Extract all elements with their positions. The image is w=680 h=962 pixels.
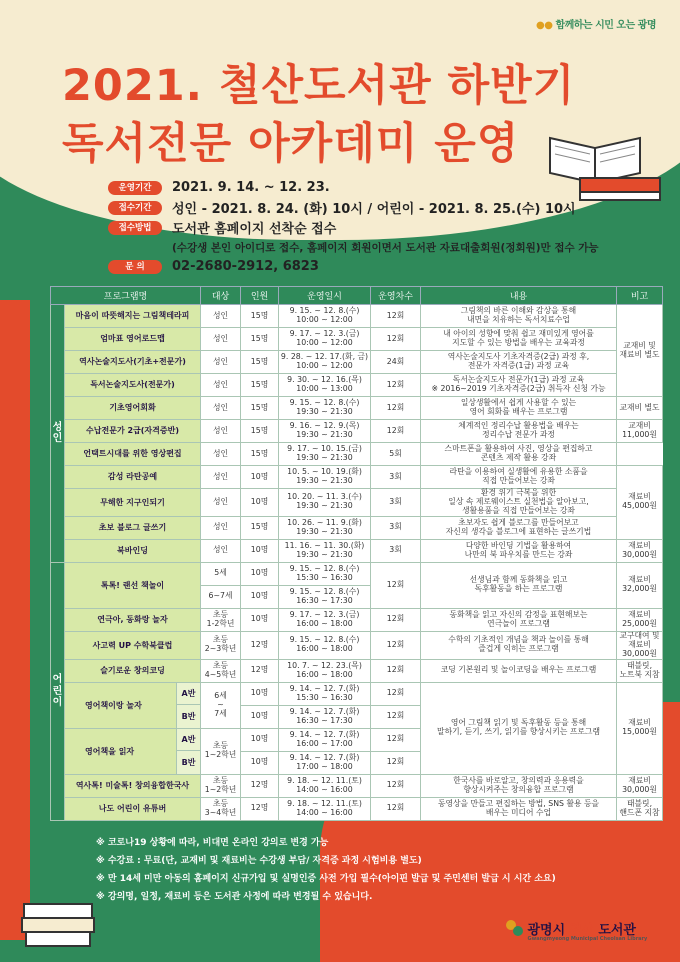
program-date: 9. 15. ~ 12. 8.(수) 16:30 ~ 17:30 — [279, 585, 371, 608]
program-date: 9. 14. ~ 12. 7.(화) 17:00 ~ 18:00 — [279, 751, 371, 774]
program-people: 15명 — [241, 351, 279, 374]
program-people: 12명 — [241, 774, 279, 797]
table-row — [51, 516, 663, 539]
program-count: 12회 — [371, 797, 421, 820]
program-note: 재료비 15,000원 — [617, 682, 663, 774]
program-count: 12회 — [371, 631, 421, 659]
table-row — [51, 489, 663, 517]
program-target: 성인 — [201, 516, 241, 539]
info-tag: 운영기간 — [108, 181, 162, 195]
program-count: 12회 — [371, 420, 421, 443]
program-people: 10명 — [241, 751, 279, 774]
table-row — [51, 774, 663, 797]
program-people: 15명 — [241, 397, 279, 420]
table-row — [51, 797, 663, 820]
program-date: 9. 15. ~ 12. 8.(수) 19:30 ~ 21:30 — [279, 397, 371, 420]
program-people: 10명 — [241, 562, 279, 585]
program-people: 10명 — [241, 728, 279, 751]
footer-note: ※ 수강료 : 무료(단, 교재비 및 재료비는 수강생 부담/ 자격증 과정 시험비용 별도) — [96, 856, 422, 866]
program-name: 엄마표 영어로드맵 — [65, 328, 201, 351]
program-note: 교재비 별도 — [617, 397, 663, 420]
program-date: 9. 18. ~ 12. 11.(토) 14:00 ~ 16:00 — [279, 797, 371, 820]
table-row — [51, 443, 663, 466]
program-count: 3회 — [371, 466, 421, 489]
program-date: 9. 14. ~ 12. 7.(화) 16:00 ~ 17:00 — [279, 728, 371, 751]
program-count: 12회 — [371, 305, 421, 328]
class-ban-label: A반 — [176, 729, 200, 752]
program-name: 역사톡! 미술톡! 창의융합한국사 — [65, 774, 201, 797]
program-target: 초등 1~2학년 — [201, 728, 241, 774]
program-content: 라탄을 이용하여 실생활에 유용한 소품을 직접 만들어보는 강좌 — [421, 466, 617, 489]
program-name: 독서논술지도사(전문가) — [65, 374, 201, 397]
footer-note: ※ 만 14세 미만 아동의 홈페이지 신규가입 및 실명인증 사전 가입 필수(아이핀 발급 및 주민센터 발급 시 시간 소요) — [96, 874, 556, 884]
program-content: 역사논술지도사 기초자격증(2급) 과정 후, 전문가 자격증(1급) 과정 교육 — [421, 351, 617, 374]
program-name: 언택트시대를 위한 영상편집 — [65, 443, 201, 466]
table-row — [51, 328, 663, 351]
program-content: 초보자도 쉽게 블로그를 만들어보고 자신의 생각을 블로그에 표현하는 글쓰기법 — [421, 516, 617, 539]
program-name: 마음이 따뜻해지는 그림책테라피 — [65, 305, 201, 328]
program-note: 교구대여 및 재료비 30,000원 — [617, 631, 663, 659]
program-count: 12회 — [371, 728, 421, 751]
program-note: 재료비 32,000원 — [617, 562, 663, 608]
program-target: 성인 — [201, 397, 241, 420]
program-content: 독서논술지도사 전문가(1급) 과정 교육 ※ 2016~2019 기초자격증(2급) 취득자 신청 가능 — [421, 374, 617, 397]
program-count: 3회 — [371, 489, 421, 517]
program-note: 교재비 및 재료비 별도 — [617, 305, 663, 397]
program-date: 9. 15. ~ 12. 8.(수) 10:00 ~ 12:00 — [279, 305, 371, 328]
program-name: 초보 블로그 글쓰기 — [65, 516, 201, 539]
group-label-child: 어린이 — [51, 562, 65, 820]
program-count: 12회 — [371, 608, 421, 631]
program-target: 성인 — [201, 328, 241, 351]
program-name: 수납전문가 2급(자격증반) — [65, 420, 201, 443]
program-people: 12명 — [241, 797, 279, 820]
program-date: 9. 17. ~ 10. 15.(금) 19:30 ~ 21:30 — [279, 443, 371, 466]
program-content: 수학의 기초적인 개념을 책과 놀이를 통해 즐겁게 익히는 프로그램 — [421, 631, 617, 659]
program-date: 11. 16. ~ 11. 30.(화) 19:30 ~ 21:30 — [279, 539, 371, 562]
program-content: 환경 위기 극복을 위한 일상 속 제로웨이스트 실천법을 알아보고, 생활용품을 직접 만들어보는 강좌 — [421, 489, 617, 517]
program-date: 9. 28. ~ 12. 17.(화, 금) 10:00 ~ 12:00 — [279, 351, 371, 374]
program-content: 다양한 바인딩 기법을 활용하여 나만의 북 파우치를 만드는 강좌 — [421, 539, 617, 562]
program-count: 12회 — [371, 328, 421, 351]
info-registration: 접수기간 성인 - 2021. 8. 24. (화) 10시 / 어린이 - 2021. 8. 25.(수) 10시 — [108, 198, 668, 217]
class-ban-label: B반 — [176, 705, 200, 728]
red-left-stripe — [0, 300, 30, 940]
program-people: 10명 — [241, 466, 279, 489]
program-people: 15명 — [241, 420, 279, 443]
info-section — [108, 178, 668, 277]
table-row — [51, 631, 663, 659]
program-content: 코딩 기본원리 및 놀이코딩을 배우는 프로그램 — [421, 659, 617, 682]
program-note: 재료비 30,000원 — [617, 774, 663, 797]
program-people: 10명 — [241, 682, 279, 705]
program-people: 12명 — [241, 631, 279, 659]
header-note: 비고 — [617, 287, 663, 305]
program-target: 초등 1~2학년 — [201, 774, 241, 797]
program-content: 그림책의 바른 이해와 감상을 통해 내면을 치유하는 독서치료수업 — [421, 305, 617, 328]
program-note: 태블릿, 핸드폰 지참 — [617, 797, 663, 820]
title-line-2: 독서전문 아카데미 운영 — [62, 119, 520, 169]
table-row — [51, 397, 663, 420]
title-line-1: 2021. 철산도서관 하반기 — [62, 61, 576, 111]
program-people: 10명 — [241, 489, 279, 517]
program-target: 성인 — [201, 305, 241, 328]
program-count: 3회 — [371, 539, 421, 562]
program-people: 15명 — [241, 305, 279, 328]
table-row — [51, 539, 663, 562]
program-date: 10. 7. ~ 12. 23.(목) 16:00 ~ 18:00 — [279, 659, 371, 682]
program-name: 영어책이랑 놀자 A반 B반 — [65, 682, 201, 728]
program-name: 슬기로운 창의코딩 — [65, 659, 201, 682]
class-ban-label: B반 — [176, 751, 200, 774]
program-content: 동영상을 만들고 편집하는 방법, SNS 활용 등을 배우는 미디어 수업 — [421, 797, 617, 820]
program-content: 선생님과 함께 동화책을 읽고 독후활동을 하는 프로그램 — [421, 562, 617, 608]
program-date: 9. 30. ~ 12. 16.(목) 10:00 ~ 13:00 — [279, 374, 371, 397]
program-name: 연극아, 동화랑 놀자 — [65, 608, 201, 631]
header-date: 운영일시 — [279, 287, 371, 305]
table-row — [51, 305, 663, 328]
program-name: 톡톡! 랜선 책놀이 — [65, 562, 201, 608]
program-date: 9. 16. ~ 12. 9.(목) 19:30 ~ 21:30 — [279, 420, 371, 443]
program-people: 15명 — [241, 443, 279, 466]
table-body — [51, 305, 663, 821]
program-date: 9. 17. ~ 12. 3.(금) 10:00 ~ 12:00 — [279, 328, 371, 351]
program-target: 성인 — [201, 489, 241, 517]
program-people: 10명 — [241, 539, 279, 562]
class-ban-label: A반 — [176, 683, 200, 706]
program-target: 성인 — [201, 374, 241, 397]
program-count: 12회 — [371, 659, 421, 682]
program-content: 동화책을 읽고 자신의 감정을 표현해보는 연극놀이 프로그램 — [421, 608, 617, 631]
footer-notes — [96, 834, 556, 906]
program-name: 북바인딩 — [65, 539, 201, 562]
program-target: 6세 ~ 7세 — [201, 682, 241, 728]
program-content: 영어 그림책 읽기 및 독후활동 등을 통해 말하기, 듣기, 쓰기, 읽기를 향상시키는 프로그램 — [421, 682, 617, 774]
program-note: 태블릿, 노트북 지참 — [617, 659, 663, 682]
info-tag: 문 의 — [108, 260, 162, 274]
program-name: 영어책을 읽자 A반 B반 — [65, 728, 201, 774]
program-count: 24회 — [371, 351, 421, 374]
program-people: 12명 — [241, 659, 279, 682]
program-date: 9. 18. ~ 12. 11.(토) 14:00 ~ 16:00 — [279, 774, 371, 797]
program-content: 한국사를 바로알고, 창의력과 응용력을 향상시켜주는 창의융합 프로그램 — [421, 774, 617, 797]
program-date: 9. 15. ~ 12. 8.(수) 15:30 ~ 16:30 — [279, 562, 371, 585]
program-date: 9. 14. ~ 12. 7.(화) 16:30 ~ 17:30 — [279, 705, 371, 728]
program-people: 15명 — [241, 328, 279, 351]
program-content: 내 아이의 성향에 맞춰 쉽고 재미있게 영어를 지도할 수 있는 방법을 배우는 교육과정 — [421, 328, 617, 351]
program-target: 성인 — [201, 443, 241, 466]
program-date: 9. 14. ~ 12. 7.(화) 15:30 ~ 16:30 — [279, 682, 371, 705]
program-target: 초등 4~5학년 — [201, 659, 241, 682]
program-date: 10. 5. ~ 10. 19.(화) 19:30 ~ 21:30 — [279, 466, 371, 489]
program-name: 감성 라탄공예 — [65, 466, 201, 489]
group-label-adult: 성인 — [51, 305, 65, 563]
program-table — [50, 286, 663, 821]
program-target: 초등 1-2학년 — [201, 608, 241, 631]
program-content: 일상생활에서 쉽게 사용할 수 있는 영어 회화를 배우는 프로그램 — [421, 397, 617, 420]
header-target: 대상 — [201, 287, 241, 305]
table-header-row — [51, 287, 663, 305]
header-program: 프로그램명 — [51, 287, 201, 305]
program-name: 나도 어린이 유튜버 — [65, 797, 201, 820]
program-people: 15명 — [241, 374, 279, 397]
program-note: 재료비 30,000원 — [617, 539, 663, 562]
program-content: 체계적인 정리수납 활용법을 배우는 정리수납 전문가 과정 — [421, 420, 617, 443]
program-count: 5회 — [371, 443, 421, 466]
table-row — [51, 466, 663, 489]
program-count: 12회 — [371, 374, 421, 397]
info-tag: 접수기간 — [108, 201, 162, 215]
program-date: 10. 20. ~ 11. 3.(수) 19:30 ~ 21:30 — [279, 489, 371, 517]
program-count: 12회 — [371, 397, 421, 420]
book-stack-icon — [18, 890, 98, 950]
program-content: 스마트폰을 활용하여 사진, 영상을 편집하고 콘텐츠 제작 활용 강좌 — [421, 443, 617, 466]
program-name: 기초영어회화 — [65, 397, 201, 420]
program-target: 성인 — [201, 539, 241, 562]
table-row — [51, 682, 663, 705]
info-period: 운영기간 2021. 9. 14. ~ 12. 23. — [108, 178, 668, 197]
info-method: 접수방법 도서관 홈페이지 선착순 접수 — [108, 218, 668, 237]
program-count: 12회 — [371, 682, 421, 705]
program-target: 초등 3~4학년 — [201, 797, 241, 820]
table-row — [51, 420, 663, 443]
program-date: 10. 26. ~ 11. 9.(화) 19:30 ~ 21:30 — [279, 516, 371, 539]
program-name: 무해한 지구인되기 — [65, 489, 201, 517]
program-note: 재료비 45,000원 — [617, 466, 663, 540]
program-target: 초등 2~3학년 — [201, 631, 241, 659]
program-count: 12회 — [371, 705, 421, 728]
program-count: 12회 — [371, 774, 421, 797]
program-name: 역사논술지도사(기초+전문가) — [65, 351, 201, 374]
footer-note: ※ 강의명, 일정, 재료비 등은 도서관 사정에 따라 변경될 수 있습니다. — [96, 892, 373, 902]
program-target: 6~7세 — [201, 585, 241, 608]
library-logo: 광명시 철산 도서관 Gwangmyeong Municipal Cheolsan Library — [504, 918, 637, 938]
program-count: 12회 — [371, 562, 421, 608]
footer-note: ※ 코로나19 상황에 따라, 비대면 온라인 강의로 변경 가능 — [96, 838, 329, 848]
program-name: 사고력 UP 수학북클럽 — [65, 631, 201, 659]
table-row — [51, 659, 663, 682]
program-target: 5세 — [201, 562, 241, 585]
program-people: 15명 — [241, 516, 279, 539]
slogan-logo-icon: ●● — [536, 20, 553, 31]
program-people: 10명 — [241, 608, 279, 631]
info-tag: 접수방법 — [108, 221, 162, 235]
header-people: 인원 — [241, 287, 279, 305]
program-target: 성인 — [201, 466, 241, 489]
program-note: 교재비 11,000원 — [617, 420, 663, 443]
city-slogan: ●● 함께하는 시민 오는 광명 — [536, 20, 656, 31]
program-date: 9. 15. ~ 12. 8.(수) 16:00 ~ 18:00 — [279, 631, 371, 659]
library-logo-icon — [504, 918, 524, 938]
info-method-note: (수강생 본인 아이디로 접수, 홈페이지 회원이면서 도서관 자료대출회원(정회원)만 접수 가능 — [172, 241, 599, 254]
program-people: 10명 — [241, 705, 279, 728]
header-count: 운영차수 — [371, 287, 421, 305]
program-count: 3회 — [371, 516, 421, 539]
program-count: 12회 — [371, 751, 421, 774]
table-row — [51, 562, 663, 585]
program-date: 9. 17. ~ 12. 3.(금) 16:00 ~ 18:00 — [279, 608, 371, 631]
program-target: 성인 — [201, 351, 241, 374]
program-target: 성인 — [201, 420, 241, 443]
header-content: 내용 — [421, 287, 617, 305]
info-contact: 문 의 02-2680-2912, 6823 — [108, 257, 668, 276]
program-people: 10명 — [241, 585, 279, 608]
table-row — [51, 374, 663, 397]
table-row — [51, 351, 663, 374]
table-row — [51, 608, 663, 631]
program-note: 재료비 25,000원 — [617, 608, 663, 631]
